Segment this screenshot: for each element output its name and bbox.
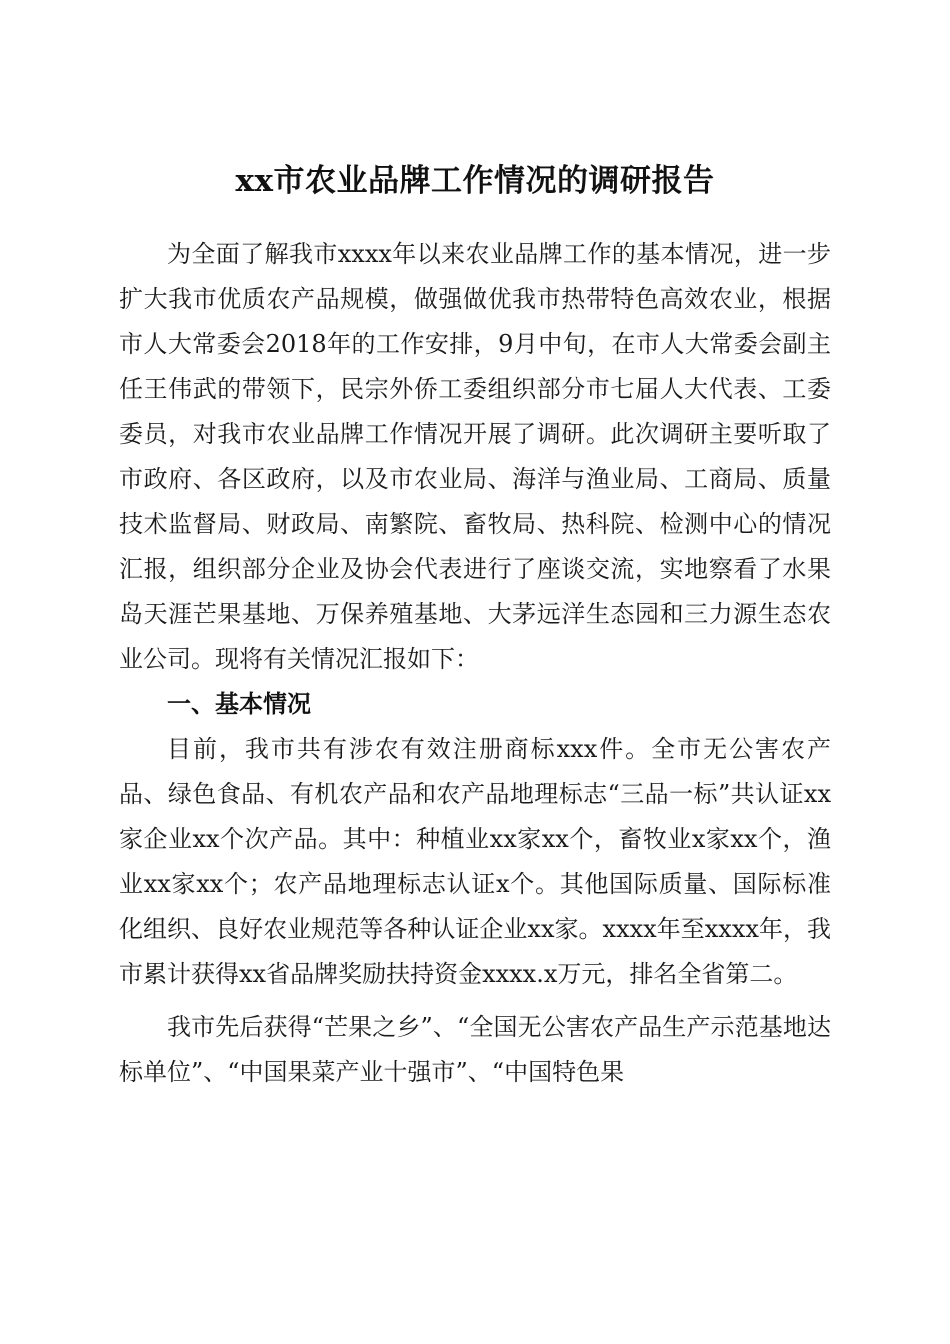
document-title: xx市农业品牌工作情况的调研报告 — [235, 162, 715, 199]
honors-paragraph: 我市先后获得“芒果之乡”、“全国无公害农产品生产示范基地达标单位”、“中国果菜产业十强市”、“中国特色果 — [119, 1013, 831, 1086]
intro-paragraph: 为全面了解我市xxxx年以来农业品牌工作的基本情况，进一步扩大我市优质农产品规模，做强做优我市热带特色高效农业，根据市人大常委会2018年的工作安排，9月中旬，在市人大常委会副主任王伟武的带领下，民宗外侨工委组织部分市七届人大代表、工委委员，对我市农业品牌工作情况开展了调研。此次调研主要听取了市政府、各区政府，以及市农业局、海洋与渔业局、工商局、质量技术监督局、财政局、南繁院、畜牧局、热科院、检测中心的情况汇报，组织部分企业及协会代表进行了座谈交流，实地察看了水果岛天涯芒果基地、万保养殖基地、大茅远洋生态园和三力源生态农业公司。现将有关情况汇报如下： — [119, 240, 831, 673]
section-heading: 一、基本情况 — [167, 690, 311, 718]
document-body — [119, 232, 831, 1095]
basic-info-paragraph: 目前，我市共有涉农有效注册商标xxx件。全市无公害农产品、绿色食品、有机农产品和农产品地理标志“三品一标”共认证xx家企业xx个次产品。其中：种植业xx家xx个，畜牧业x家xx个，渔业xx家xx个；农产品地理标志认证x个。其他国际质量、国际标准化组织、良好农业规范等各种认证企业xx家。xxxx年至xxxx年，我市累计获得xx省品牌奖励扶持资金xxxx.x万元，排名全省第二。 — [119, 735, 831, 988]
